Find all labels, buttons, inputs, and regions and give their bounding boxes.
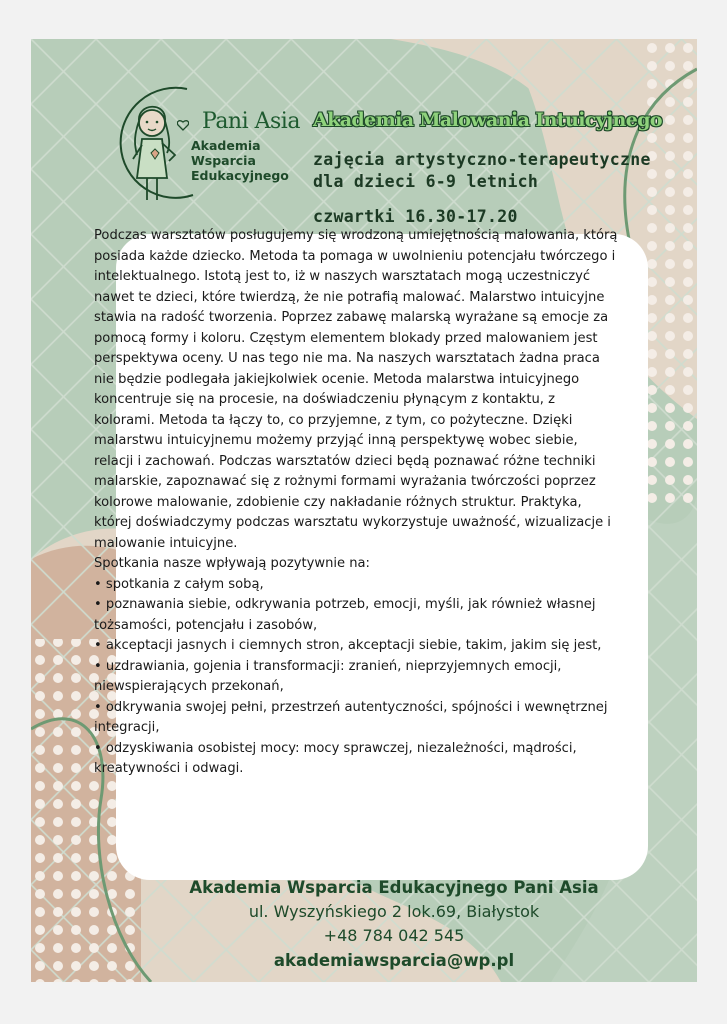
brand-subtitle: Akademia Wsparcia Edukacyjnego <box>191 138 289 183</box>
page-subtitle: zajęcia artystyczno-terapeutyczne dla dzieci 6-9 letnich <box>313 150 651 191</box>
list-intro: Spotkania nasze wpływają pozytywnie na: <box>94 556 370 571</box>
footer-contact <box>31 875 697 973</box>
body-paragraph: Podczas warsztatów posługujemy się wrodzoną umiejętnością malowania, którą posiada każde dziecko. Metoda ta pomaga w uwolnieniu potencjału twórczego i intelektualnego. Istotą jest to, iż w naszych warsztatach mogą uczestniczyć nawet te dzieci, które twierdzą, że nie potrafią malować. Malarstwo intuicyjne stawia na radość tworzenia. Poprzez zabawę malarską wyrażane są emocje za pomocą formy i koloru. Częstym elementem blokady przed malowaniem jest perspektywa oceny. U nas tego nie ma. Na naszych warsztatach żadna praca nie będzie podlegała jakiejkolwiek ocenie. Metoda malarstwa intuicyjnego koncentruje się na procesie, na doświadczeniu płynącym z kontaktu, z kolorami. Metoda ta łączy to, co przyjemne, z tym, co pożyteczne. Dzięki malarstwu intuicyjnemu możemy przyjąć inną perspektywę wobec siebie, relacji i zachowań. Podczas warsztatów dzieci będą poznawać różne techniki malarskie, zapoznawać się z rożnymi formami wyrażania twórczości poprzez kolorowe malowanie, zdobienie czy nakładanie różnych struktur. Praktyka, której doświadczymy podczas warsztatu wykorzystuje uważność, wizualizacje i malowanie intuicyjne. <box>94 228 618 551</box>
list-item: • uzdrawiania, gojenia i transformacji: zranień, nieprzyjemnych emocji, niewspierających przekonań, <box>94 657 619 698</box>
page-title: Akademia Malowania Intuicyjnego <box>313 109 662 131</box>
list-item: • akceptacji jasnych i ciemnych stron, akceptacji siebie, takim, jakim się jest, <box>94 636 619 657</box>
list-item: • spotkania z całym sobą, <box>94 575 619 596</box>
list-item: • poznawania siebie, odkrywania potrzeb, emocji, myśli, jak również własnej tożsamości, potencjału i zasobów, <box>94 595 619 636</box>
body-text <box>94 226 619 780</box>
footer-address: ul. Wyszyńskiego 2 lok.69, Białystok <box>248 902 540 921</box>
heart-icon <box>177 119 189 131</box>
list-item: • odzyskiwania osobistej mocy: mocy sprawczej, niezależności, mądrości, kreatywności i odwagi. <box>94 739 619 780</box>
schedule-text: czwartki 16.30-17.20 <box>313 207 518 226</box>
brand-name: Pani Asia <box>202 109 300 134</box>
footer-phone: +48 784 042 545 <box>323 926 465 945</box>
footer-organization: Akademia Wsparcia Edukacyjnego Pani Asia <box>189 878 599 897</box>
list-item: • odkrywania swojej pełni, przestrzeń autentyczności, spójności i wewnętrznej integracji, <box>94 698 619 739</box>
benefit-list <box>94 575 619 780</box>
footer-email: akademiawsparcia@wp.pl <box>273 951 515 970</box>
